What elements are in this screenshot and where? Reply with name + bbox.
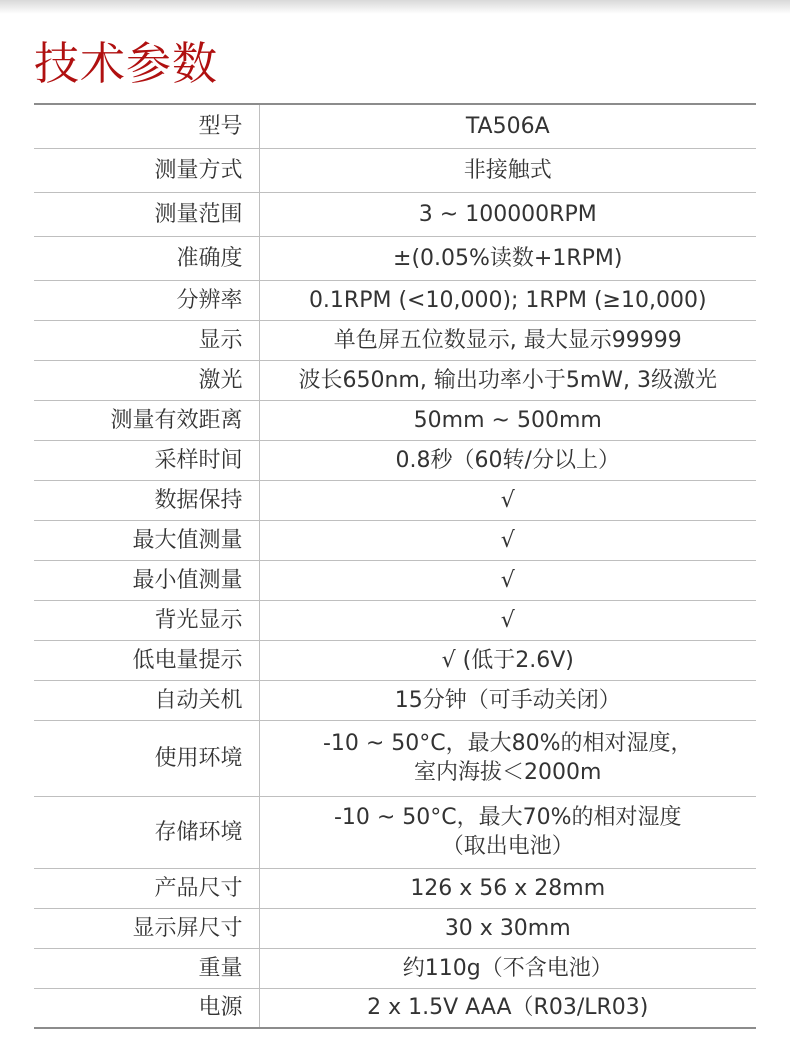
spec-label: 数据保持 bbox=[34, 480, 259, 520]
spec-row-power bbox=[34, 988, 756, 1028]
spec-label: 最大值测量 bbox=[34, 520, 259, 560]
spec-value: -10 ~ 50°C，最大70%的相对湿度 （取出电池） bbox=[259, 796, 756, 868]
spec-label: 分辨率 bbox=[34, 280, 259, 320]
spec-label: 电源 bbox=[34, 988, 259, 1028]
spec-value: 波长650nm, 输出功率小于5mW, 3级激光 bbox=[259, 360, 756, 400]
spec-label: 低电量提示 bbox=[34, 640, 259, 680]
spec-row-operating-env bbox=[34, 720, 756, 796]
spec-label: 存储环境 bbox=[34, 796, 259, 868]
spec-label: 测量范围 bbox=[34, 192, 259, 236]
spec-label: 重量 bbox=[34, 948, 259, 988]
spec-value: 3 ~ 100000RPM bbox=[259, 192, 756, 236]
spec-label: 采样时间 bbox=[34, 440, 259, 480]
spec-value: √ bbox=[259, 480, 756, 520]
spec-value: √ bbox=[259, 560, 756, 600]
spec-value: 0.8秒（60转/分以上） bbox=[259, 440, 756, 480]
spec-label: 激光 bbox=[34, 360, 259, 400]
spec-value: √ bbox=[259, 520, 756, 560]
spec-value: 非接触式 bbox=[259, 148, 756, 192]
spec-value: 126 x 56 x 28mm bbox=[259, 868, 756, 908]
spec-row-weight bbox=[34, 948, 756, 988]
spec-label: 产品尺寸 bbox=[34, 868, 259, 908]
spec-value: 15分钟（可手动关闭） bbox=[259, 680, 756, 720]
spec-value: 2 x 1.5V AAA（R03/LR03) bbox=[367, 995, 649, 1021]
spec-row-low-battery bbox=[34, 640, 756, 680]
spec-value: 30 x 30mm bbox=[259, 908, 756, 948]
spec-row-screen-size bbox=[34, 908, 756, 948]
spec-row-min-measure bbox=[34, 560, 756, 600]
spec-row-laser bbox=[34, 360, 756, 400]
spec-row-range bbox=[34, 192, 756, 236]
spec-label: 显示屏尺寸 bbox=[34, 908, 259, 948]
spec-value: 50mm ~ 500mm bbox=[259, 400, 756, 440]
spec-row-distance bbox=[34, 400, 756, 440]
spec-row-model bbox=[34, 104, 756, 148]
spec-row-display bbox=[34, 320, 756, 360]
spec-row-backlight bbox=[34, 600, 756, 640]
spec-label: 自动关机 bbox=[34, 680, 259, 720]
spec-label: 测量方式 bbox=[34, 148, 259, 192]
spec-row-storage-env bbox=[34, 796, 756, 868]
spec-label: 型号 bbox=[34, 104, 259, 148]
spec-value: TA506A bbox=[259, 104, 756, 148]
spec-row-data-hold bbox=[34, 480, 756, 520]
spec-value: √ bbox=[259, 600, 756, 640]
spec-value: 单色屏五位数显示, 最大显示99999 bbox=[259, 320, 756, 360]
spec-label: 使用环境 bbox=[34, 720, 259, 796]
spec-row-accuracy bbox=[34, 236, 756, 280]
spec-value: √ (低于2.6V) bbox=[259, 640, 756, 680]
spec-row-product-size bbox=[34, 868, 756, 908]
spec-label: 准确度 bbox=[34, 236, 259, 280]
spec-value: ±(0.05%读数+1RPM) bbox=[259, 236, 756, 280]
spec-value: 约110g（不含电池） bbox=[259, 948, 756, 988]
spec-row-auto-off bbox=[34, 680, 756, 720]
spec-label: 测量有效距离 bbox=[34, 400, 259, 440]
spec-value: -10 ~ 50°C，最大80%的相对湿度， 室内海拔＜2000m bbox=[259, 720, 756, 796]
specs-table bbox=[34, 103, 756, 1029]
spec-row-sampling-time bbox=[34, 440, 756, 480]
spec-value: 0.1RPM (<10,000); 1RPM (≥10,000) bbox=[259, 280, 756, 320]
spec-row-max-measure bbox=[34, 520, 756, 560]
spec-row-resolution bbox=[34, 280, 756, 320]
spec-label: 最小值测量 bbox=[34, 560, 259, 600]
top-shadow-divider bbox=[0, 0, 790, 14]
page-title: 技术参数 bbox=[34, 37, 219, 90]
spec-label: 显示 bbox=[34, 320, 259, 360]
spec-label: 背光显示 bbox=[34, 600, 259, 640]
spec-row-method bbox=[34, 148, 756, 192]
